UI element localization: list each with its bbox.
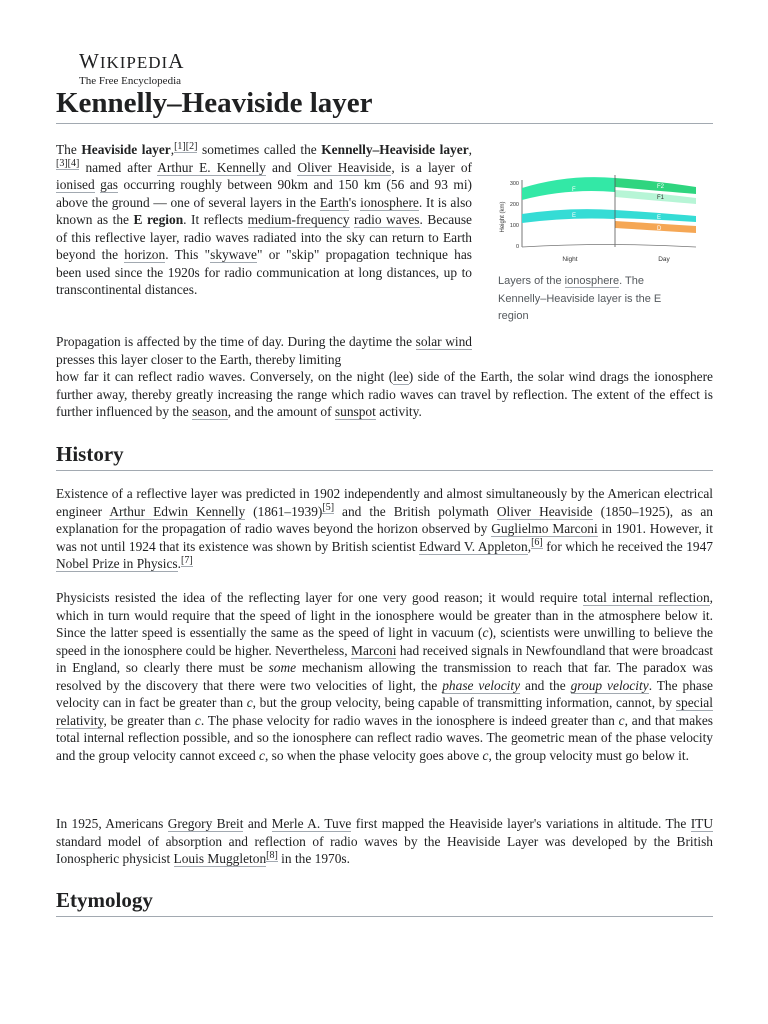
link-louis-muggleton[interactable]: Louis Muggleton (173, 851, 267, 866)
citation-link[interactable]: [4] (67, 158, 80, 170)
link-radio-waves[interactable]: radio waves (354, 212, 420, 227)
link-horizon[interactable]: horizon (124, 247, 166, 262)
link-ionised[interactable]: ionised (56, 177, 95, 192)
history-paragraph-3: In 1925, Americans Gregory Breit and Merle A. Tuve first mapped the Heaviside layer's variations in altitude. The ITU standard model of absorption and reflection of radio waves by the Heaviside Layer was developed by the British Ionospheric physicist Louis Muggleton[8] in the 1970s. (56, 816, 714, 866)
layer-label: F2 (657, 184, 665, 190)
y-axis-label: Height (km) (500, 201, 506, 233)
history-paragraph-1: Existence of a reflective layer was predicted in 1902 independently and almost simultaneously by the American electrical engineer Arthur Edwin Kennelly (1861–1939)[5] and the British polymath Oliver Heaviside (1850–1925), as an explanation for the propagation of radio waves beyond the horizon observed by Guglielmo Marconi in 1901. However, it was not until 1924 that its existence was shown by British scientist Edward V. Appleton,[6] for which he received the 1947 Nobel Prize in Physics.[7] (56, 486, 714, 571)
day-d-layer (615, 221, 696, 233)
tick-label: 100 (509, 223, 519, 229)
citation-link[interactable]: [6] (531, 537, 543, 549)
section-heading-etymology: Etymology (56, 888, 153, 912)
ionosphere-layers-diagram[interactable] (498, 170, 708, 264)
tick-label: 300 (509, 181, 519, 187)
night-f-layer (522, 177, 615, 200)
citation-link[interactable]: [5] (322, 502, 335, 514)
link-solar-wind[interactable]: solar wind (415, 334, 472, 349)
history-divider (56, 470, 713, 471)
link-sunspot[interactable]: sunspot (334, 404, 376, 419)
citation-link[interactable]: [1] (174, 140, 186, 152)
page-title: Kennelly–Heaviside layer (56, 87, 373, 119)
link-nobel-prize-physics[interactable]: Nobel Prize in Physics (56, 556, 178, 571)
link-itu[interactable]: ITU (690, 816, 714, 831)
citation-link[interactable]: [7] (180, 554, 193, 566)
link-arthur-edwin-kennelly[interactable]: Arthur Edwin Kennelly (109, 503, 246, 519)
link-medium-frequency[interactable]: medium-frequency (247, 212, 350, 227)
link-oliver-heaviside-2[interactable]: Oliver Heaviside (496, 503, 593, 519)
figure-caption: Layers of the ionosphere. The Kennelly–Heaviside layer is the E region (498, 275, 662, 323)
history-paragraph-2: Physicists resisted the idea of the reflecting layer for one very good reason; it would require total internal reflection, which in turn would require that the speed of light in the ionosphere would be greater than in the atmosphere below it. Since the latter speed is essentially the same as the speed of light in vacuum (c), scientists were unwilling to believe the speed in the ionosphere could be higher. Nevertheless, Marconi had received signals in Newfoundland that were broadcast in England, so clearly there must be some mechanism allowing the transmission to reach that far. The paradox was resolved by the discovery that there were two velocities of light, the phase velocity and the group velocity. The phase velocity can in fact be greater than c, but the group velocity, being capable of transmitting information, cannot, by special relativity, be greater than c. The phase velocity for radio waves in the ionosphere is indeed greater than c, and that makes total internal reflection possible, and so the ionosphere can reflect radio waves. The geometric mean of the phase velocity and the group velocity cannot exceed c, so when the phase velocity goes above c, the group velocity must go below it. (56, 590, 713, 763)
link-skywave[interactable]: skywave (210, 247, 257, 262)
etymology-divider (56, 916, 713, 917)
link-gas[interactable]: gas (100, 177, 119, 192)
link-edward-appleton[interactable]: Edward V. Appleton (418, 538, 528, 554)
link-lee[interactable]: lee (393, 369, 409, 384)
citation-link[interactable]: [2] (185, 140, 198, 152)
link-season[interactable]: season (192, 404, 228, 419)
intro-paragraph: The Heaviside layer,[1][2] sometimes called the Kennelly–Heaviside layer,[3][4] named after Arthur E. Kennelly and Oliver Heaviside, is a layer of ionised gas occurring roughly between 90km and 150 km (56 and 93 mi) above the ground — one of several layers in the Earth's ionosphere. It is also known as the E region. It reflects medium-frequency radio waves. Because of this reflective layer, radio waves radiated into the sky can return to Earth beyond the horizon. This "skywave" or "skip" propagation technique has been used since the 1920s for radio communication at long distances, up to transcontinental distances. (56, 140, 473, 297)
link-special-relativity[interactable]: special relativity (56, 695, 713, 728)
propagation-paragraph-top: Propagation is affected by the time of day. During the daytime the solar wind presses this layer closer to the Earth, thereby limiting (56, 334, 472, 367)
earth-surface-line (522, 245, 696, 248)
layer-label: E (572, 213, 577, 219)
link-earth[interactable]: Earth (319, 194, 349, 210)
ionosphere-figure (498, 170, 713, 326)
tick-label: 0 (515, 244, 519, 250)
layer-label: F (572, 187, 576, 193)
tick-label: 200 (509, 202, 519, 208)
wikipedia-logo[interactable] (79, 50, 184, 88)
layer-label: E (657, 215, 662, 221)
link-marconi[interactable]: Marconi (351, 642, 397, 658)
night-e-layer (522, 209, 615, 223)
propagation-paragraph-bottom: how far it can reflect radio waves. Conversely, on the night (lee) side of the Earth, the solar wind drags the ionosphere further away, thereby greatly increasing the range which radio waves can travel by reflection. The extent of the effect is further influenced by the season, and the amount of sunspot activity. (56, 369, 713, 419)
link-group-velocity[interactable]: group velocity (570, 677, 649, 693)
day-label: Day (658, 256, 670, 263)
title-divider (56, 123, 713, 124)
link-phase-velocity[interactable]: phase velocity (442, 677, 521, 693)
layer-label: F1 (657, 195, 665, 201)
day-e-layer (615, 210, 696, 222)
caption-link-ionosphere[interactable]: ionosphere (564, 275, 620, 287)
wikipedia-wordmark: WIKIPEDIA (79, 49, 185, 73)
link-arthur-kennelly[interactable]: Arthur E. Kennelly (157, 159, 266, 175)
link-gregory-breit[interactable]: Gregory Breit (167, 816, 244, 831)
link-total-internal-reflection[interactable]: total internal reflection (582, 590, 710, 605)
link-guglielmo-marconi[interactable]: Guglielmo Marconi (491, 521, 598, 536)
citation-link[interactable]: [3] (56, 158, 68, 170)
link-oliver-heaviside[interactable]: Oliver Heaviside (297, 159, 392, 175)
citation-link[interactable]: [8] (266, 849, 278, 861)
night-label: Night (562, 256, 578, 263)
link-ionosphere[interactable]: ionosphere (360, 194, 419, 210)
wikipedia-tagline: The Free Encyclopedia (79, 75, 182, 87)
section-heading-history: History (56, 442, 124, 466)
layer-label: D (657, 226, 662, 232)
link-merle-tuve[interactable]: Merle A. Tuve (271, 816, 352, 831)
